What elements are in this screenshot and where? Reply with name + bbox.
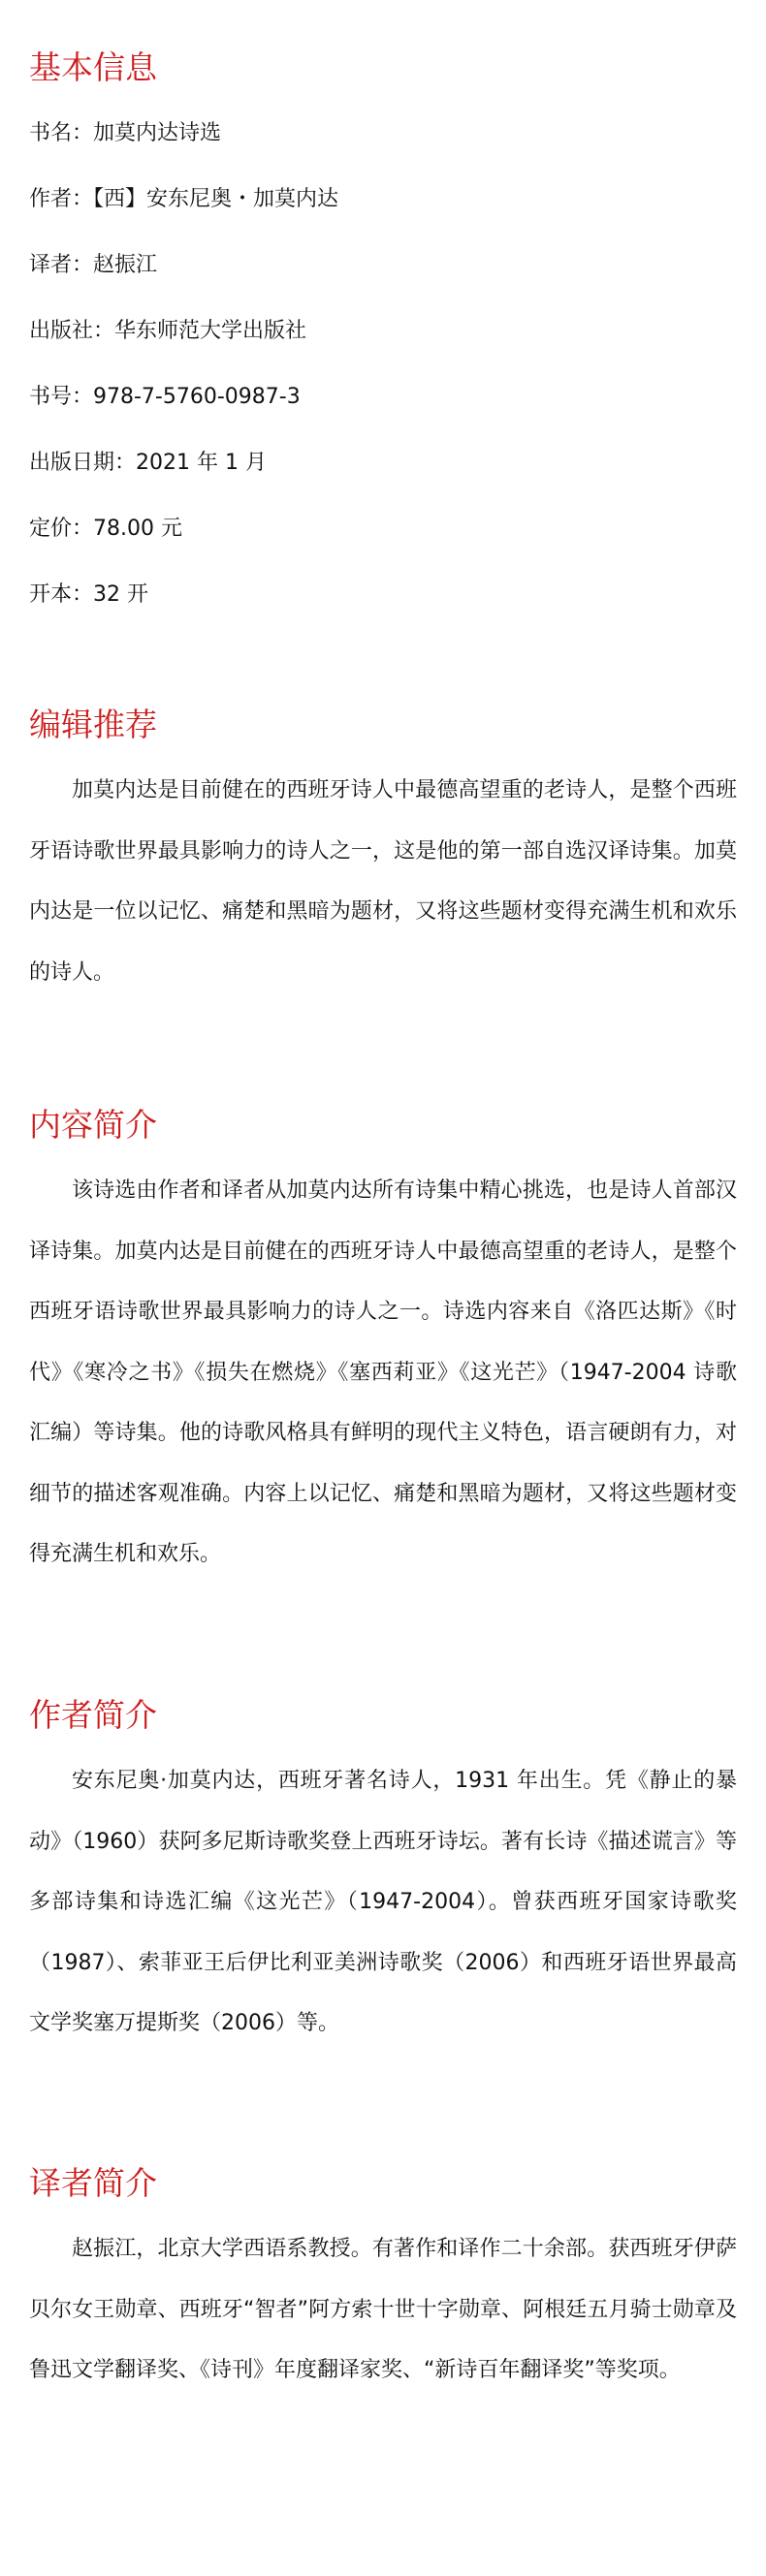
info-publish-date: 出版日期：2021 年 1 月 bbox=[29, 451, 267, 475]
content-intro-text: 该诗选由作者和译者从加莫内达所有诗集中精心挑选，也是诗人首部汉译诗集。加莫内达是目前健在的西班牙诗人中最德高望重的老诗人，是整个西班牙语诗歌世界最具影响力的诗人之一。诗选内容来自《洛匹达斯》《时代》《寒冷之书》《损失在燃烧》《塞西莉亚》《这光芒》（1947-2004 诗歌汇编）等诗集。他的诗歌风格具有鲜明的现代主义特色，语言硬朗有力，对细节的描述客观准确。内容上以记忆、痛楚和黑暗为题材，又将这些题材变得充满生机和欢乐。 bbox=[29, 1178, 737, 1566]
translator-intro-heading: 译者简介 bbox=[29, 2164, 157, 2202]
info-isbn: 书号：978-7-5760-0987-3 bbox=[29, 385, 301, 409]
info-author: 作者：【西】安东尼奥・加莫内达 bbox=[29, 187, 339, 211]
author-intro-text: 安东尼奥·加莫内达，西班牙著名诗人，1931 年出生。凭《静止的暴动》（1960）获阿多尼斯诗歌奖登上西班牙诗坛。著有长诗《描述谎言》等多部诗集和诗选汇编《这光芒》（1947-2004）。曾获西班牙国家诗歌奖（1987）、索菲亚王后伊比利亚美洲诗歌奖（2006）和西班牙语世界最高文学奖塞万提斯奖（2006）等。 bbox=[29, 1769, 737, 2035]
info-price: 定价：78.00 元 bbox=[29, 517, 182, 541]
info-title: 书名：加莫内达诗选 bbox=[29, 121, 222, 145]
info-publisher: 出版社：华东师范大学出版社 bbox=[29, 319, 307, 343]
author-intro-heading: 作者简介 bbox=[29, 1696, 157, 1734]
editor-recommendation-heading: 编辑推荐 bbox=[29, 706, 157, 743]
info-translator: 译者：赵振江 bbox=[29, 253, 158, 277]
translator-intro-text: 赵振江，北京大学西语系教授。有著作和译作二十余部。获西班牙伊萨贝尔女王勋章、西班牙“智者”阿方索十世十字勋章、阿根廷五月骑士勋章及鲁迅文学翻译奖、《诗刊》年度翻译家奖、“新诗百年翻译奖”等奖项。 bbox=[29, 2237, 737, 2382]
editor-recommendation-text: 加莫内达是目前健在的西班牙诗人中最德高望重的老诗人，是整个西班牙语诗歌世界最具影响力的诗人之一，这是他的第一部自选汉译诗集。加莫内达是一位以记忆、痛楚和黑暗为题材，又将这些题材变得充满生机和欢乐的诗人。 bbox=[29, 778, 737, 985]
basic-info-heading: 基本信息 bbox=[29, 48, 157, 86]
info-format: 开本：32 开 bbox=[29, 582, 148, 607]
content-intro-heading: 内容简介 bbox=[29, 1106, 157, 1144]
